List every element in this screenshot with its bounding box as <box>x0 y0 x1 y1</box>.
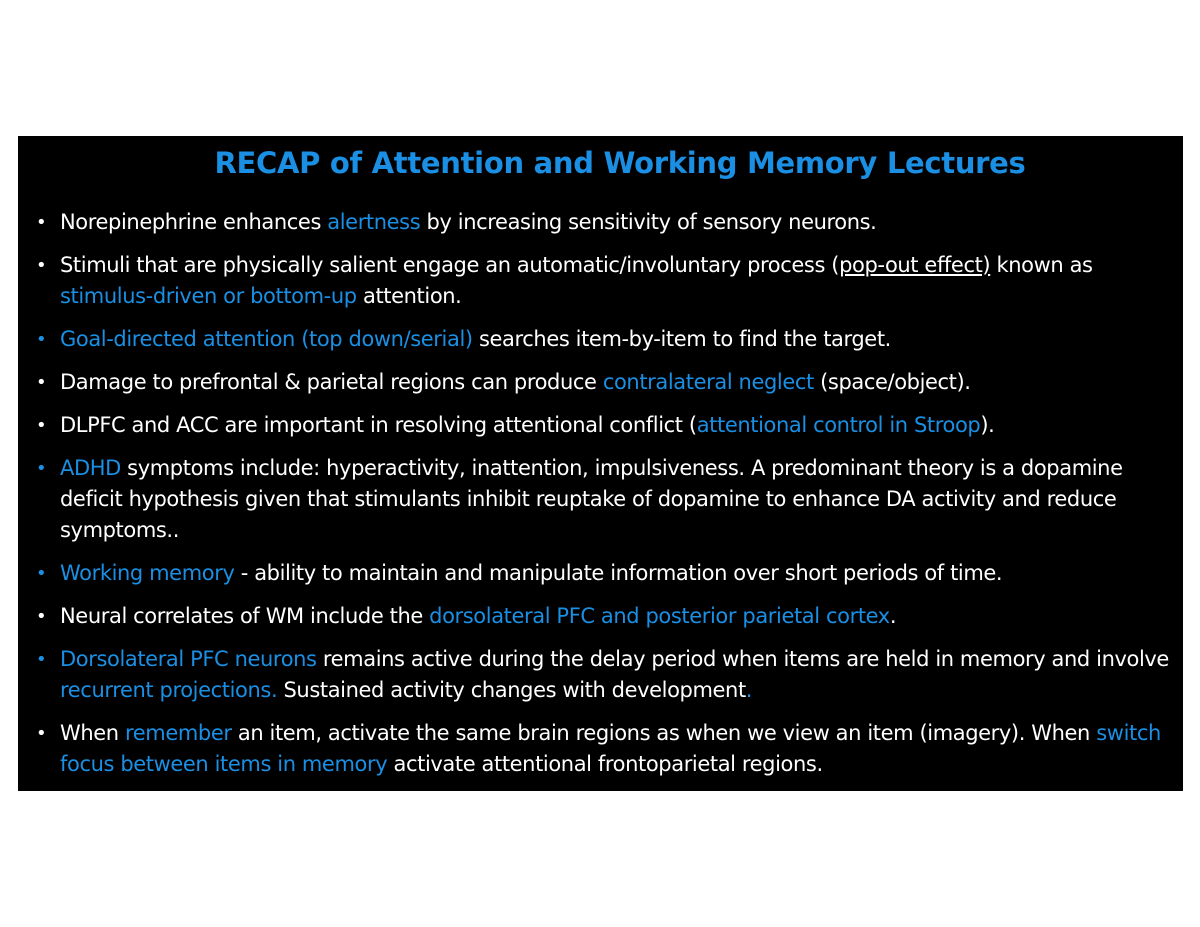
bullet-text-segment: searches item-by-item to find the target. <box>472 327 891 351</box>
bullet-text <box>60 210 876 234</box>
highlighted-term: Working memory <box>60 561 235 585</box>
bullet-text-segment: ). <box>980 413 995 437</box>
bullet-text-segment: known as <box>990 253 1093 277</box>
bullet-text <box>60 327 891 351</box>
bullet-item <box>36 601 1176 632</box>
bullet-text-segment: by increasing sensitivity of sensory neurons. <box>420 210 877 234</box>
bullet-text-segment: Damage to prefrontal & parietal regions can produce <box>60 370 603 394</box>
bullet-item <box>36 558 1176 589</box>
bullet-text <box>60 604 896 628</box>
bullet-text <box>60 456 1123 542</box>
slide-title: RECAP of Attention and Working Memory Lectures <box>214 146 1026 180</box>
highlighted-term: stimulus-driven or bottom-up <box>60 284 357 308</box>
bullet-text-segment: Stimuli that are physically salient engage an automatic/involuntary process ( <box>60 253 840 277</box>
bullet-text-segment: Norepinephrine enhances <box>60 210 328 234</box>
bullet-item <box>36 410 1176 441</box>
bullet-dot-icon: • <box>36 255 47 276</box>
bullet-text <box>60 413 994 437</box>
bullet-item <box>36 367 1176 398</box>
underlined-term: pop-out effect) <box>839 253 991 277</box>
bullet-dot-icon: • <box>36 649 47 670</box>
bullet-item <box>36 718 1176 780</box>
bullet-dot-icon: • <box>36 458 47 479</box>
highlighted-term: contralateral neglect <box>602 370 814 394</box>
bullet-dot-icon: • <box>36 372 47 393</box>
bullet-text-segment: (space/object). <box>813 370 971 394</box>
bullet-text-segment: DLPFC and ACC are important in resolving attentional conflict ( <box>60 413 697 437</box>
highlighted-term: ADHD <box>60 456 121 480</box>
highlighted-term: Goal-directed attention (top down/serial) <box>60 327 473 351</box>
bullet-text-segment: symptoms include: hyperactivity, inattention, impulsiveness. A predominant theory is a dopamine deficit hypothesis given that stimulants inhibit reuptake of dopamine to enhance DA activity and reduce symptoms.. <box>60 456 1123 542</box>
bullet-item <box>36 324 1176 355</box>
bullet-text-segment: attention. <box>356 284 462 308</box>
bullet-text <box>60 370 971 394</box>
bullet-dot-icon: • <box>36 329 47 350</box>
bullet-dot-icon: • <box>36 212 47 233</box>
bullet-dot-icon: • <box>36 606 47 627</box>
highlighted-term: Dorsolateral PFC neurons <box>60 647 317 671</box>
bullet-item <box>36 644 1176 706</box>
highlighted-term: alertness <box>327 210 421 234</box>
bullet-dot-icon: • <box>36 723 47 744</box>
highlighted-term: . <box>745 678 753 702</box>
bullet-dot-icon: • <box>36 563 47 584</box>
highlighted-term: remember <box>124 721 232 745</box>
bullet-text <box>60 647 1169 702</box>
highlighted-term: switch focus between items in memory <box>60 721 1161 776</box>
bullet-text-segment: When <box>60 721 125 745</box>
bullet-item <box>36 250 1176 312</box>
bullet-dot-icon: • <box>36 415 47 436</box>
bullet-item <box>36 453 1176 546</box>
bullet-text-segment: activate attentional frontoparietal regions. <box>387 752 823 776</box>
bullet-text-segment: Neural correlates of WM include the <box>60 604 430 628</box>
bullet-list <box>36 207 1176 792</box>
bullet-text <box>60 561 1002 585</box>
highlighted-term: dorsolateral PFC and posterior parietal cortex <box>429 604 890 628</box>
bullet-text-segment: an item, activate the same brain regions as when we view an item (imagery). When <box>231 721 1097 745</box>
highlighted-term: recurrent projections. <box>60 678 278 702</box>
bullet-text-segment: - ability to maintain and manipulate information over short periods of time. <box>234 561 1003 585</box>
bullet-text-segment: remains active during the delay period when items are held in memory and involve <box>316 647 1169 671</box>
bullet-text-segment: . <box>889 604 897 628</box>
bullet-text <box>60 253 1093 308</box>
bullet-item <box>36 207 1176 238</box>
bullet-text-segment: Sustained activity changes with development <box>277 678 746 702</box>
highlighted-term: attentional control in Stroop <box>696 413 981 437</box>
bullet-text <box>60 721 1161 776</box>
